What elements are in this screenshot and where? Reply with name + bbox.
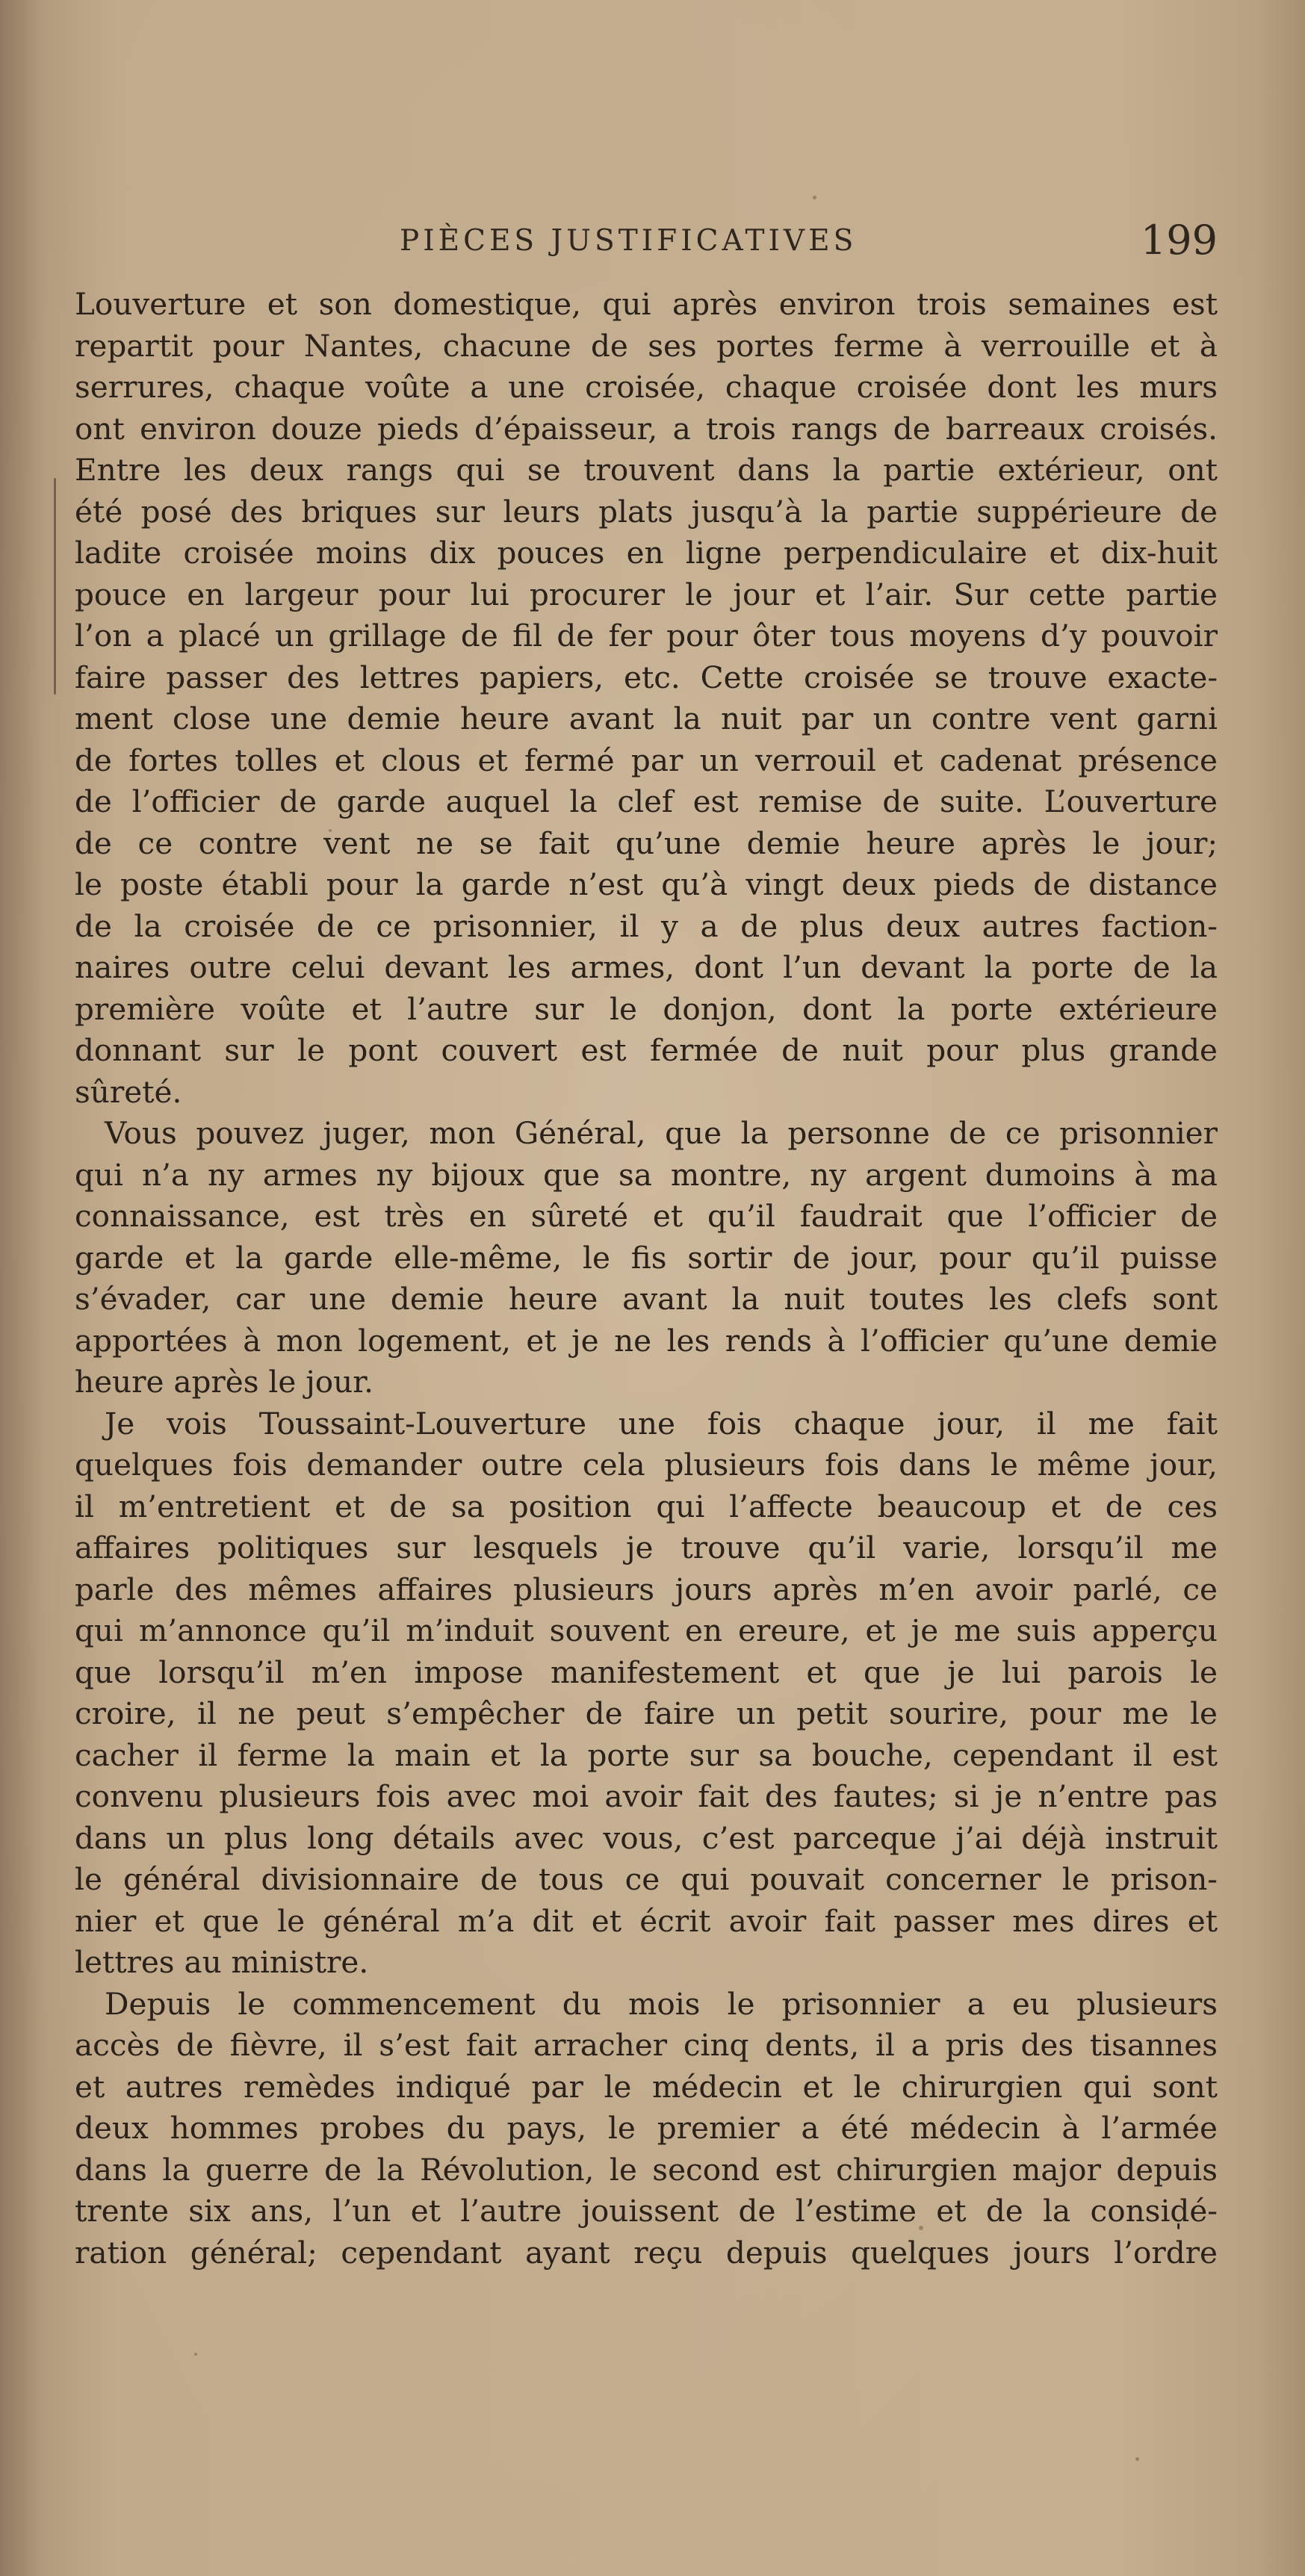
paper-speck xyxy=(1135,2457,1139,2461)
text-line: le général divisionnaire de tous ce qui pouvait concerner le prison- xyxy=(75,1861,1218,1897)
text-line: Depuis le commencement du mois le prisonnier a eu plusieurs xyxy=(105,1985,1218,2022)
margin-pencil-mark xyxy=(54,478,56,695)
text-line: qui n’a ny armes ny bijoux que sa montre, ny argent dumoins à ma xyxy=(75,1156,1218,1193)
text-line: ladite croisée moins dix pouces en ligne perpendiculaire et dix-huit xyxy=(75,535,1218,571)
text-line: cacher il ferme la main et la porte sur sa bouche, cependant il est xyxy=(75,1737,1218,1773)
text-line: Vous pouvez juger, mon Général, que la personne de ce prisonnier xyxy=(105,1115,1218,1151)
paper-speck xyxy=(194,2353,197,2356)
text-line: deux hommes probes du pays, le premier a été médecin à l’armée xyxy=(75,2110,1218,2146)
page-header xyxy=(75,217,1218,269)
text-line: quelques fois demander outre cela plusieurs fois dans le même jour, xyxy=(75,1447,1218,1483)
text-line: heure après le jour. xyxy=(75,1364,373,1400)
text-line: connaissance, est très en sûreté et qu’il faudrait que l’officier de xyxy=(75,1198,1218,1234)
text-line: ont environ douze pieds d’épaisseur, a trois rangs de barreaux croisés. xyxy=(75,410,1218,447)
text-line: convenu plusieurs fois avec moi avoir fait des fautes; si je n’entre pas xyxy=(75,1778,1218,1814)
text-line: nier et que le général m’a dit et écrit avoir fait passer mes dires et xyxy=(75,1902,1218,1939)
text-line: faire passer des lettres papiers, etc. Cette croisée se trouve exacte- xyxy=(75,659,1218,695)
text-line: de l’officier de garde auquel la clef est remise de suite. L’ouverture xyxy=(75,783,1218,819)
text-line: parle des mêmes affaires plusieurs jours après m’en avoir parlé, ce xyxy=(75,1571,1218,1607)
text-line: il m’entretient et de sa position qui l’affecte beaucoup et de ces xyxy=(75,1488,1218,1524)
page-number: 199 xyxy=(1140,217,1218,264)
text-line: l’on a placé un grillage de fil de fer pour ôter tous moyens d’y pouvoir xyxy=(75,618,1218,654)
text-line: trente six ans, l’un et l’autre jouissent de l’estime et de la consid̩é- xyxy=(75,2193,1218,2229)
text-line: Entre les deux rangs qui se trouvent dans la partie extérieur, ont xyxy=(75,452,1218,488)
text-line: lettres au ministre. xyxy=(75,1944,369,1980)
text-line: pouce en largeur pour lui procurer le jour et l’air. Sur cette partie xyxy=(75,576,1218,612)
text-line: apportées à mon logement, et je ne les rends à l’officier qu’une demie xyxy=(75,1322,1218,1359)
text-line: ration général; cependant ayant reçu depuis quelques jours l’ordre xyxy=(75,2234,1218,2271)
text-line: repartit pour Nantes, chacune de ses portes ferme à verrouille et à xyxy=(75,327,1218,364)
text-line: affaires politiques sur lesquels je trouve qu’il varie, lorsqu’il me xyxy=(75,1530,1218,1565)
text-line: s’évader, car une demie heure avant la nuit toutes les clefs sont xyxy=(75,1281,1218,1317)
text-line: Louverture et son domestique, qui après environ trois semaines est xyxy=(75,286,1218,322)
text-line: de la croisée de ce prisonnier, il y a de plus deux autres faction- xyxy=(75,907,1218,944)
text-line: sûreté. xyxy=(75,1073,182,1110)
text-line: de ce contre vent ne se fait qu’une demie heure après le jour; xyxy=(75,825,1218,861)
text-line: Je vois Toussaint-Louverture une fois chaque jour, il me fait xyxy=(105,1405,1218,1441)
text-line: que lorsqu’il m’en impose manifestement et que je lui parois le xyxy=(75,1654,1218,1690)
running-title: PIÈCES JUSTIFICATIVES xyxy=(400,224,858,258)
text-line: qui m’annonce qu’il m’induit souvent en ereure, et je me suis apperçu xyxy=(75,1613,1218,1648)
text-line: serrures, chaque voûte a une croisée, chaque croisée dont les murs xyxy=(75,369,1218,405)
text-line: garde et la garde elle-même, le fis sortir de jour, pour qu’il puisse xyxy=(75,1239,1218,1276)
text-line: accès de fièvre, il s’est fait arracher cinq dents, il a pris des tisannes xyxy=(75,2027,1218,2063)
text-line: et autres remèdes indiqué par le médecin et le chirurgien qui sont xyxy=(75,2068,1218,2105)
text-line: croire, il ne peut s’empêcher de faire un petit sourire, pour me le xyxy=(75,1695,1218,1731)
text-line: donnant sur le pont couvert est fermée de nuit pour plus grande xyxy=(75,1032,1218,1068)
paper-speck xyxy=(813,196,816,199)
body-text xyxy=(75,284,1218,2274)
text-line: dans la guerre de la Révolution, le second est chirurgien major depuis xyxy=(75,2151,1218,2188)
text-line: naires outre celui devant les armes, dont l’un devant la porte de la xyxy=(75,949,1218,985)
text-line: le poste établi pour la garde n’est qu’à vingt deux pieds de distance xyxy=(75,866,1218,902)
text-line: été posé des briques sur leurs plats jusqu’à la partie suppérieure de xyxy=(75,493,1218,530)
text-line: ment close une demie heure avant la nuit par un contre vent garni xyxy=(75,701,1218,736)
text-line: dans un plus long détails avec vous, c’est parceque j’ai déjà instruit xyxy=(75,1819,1218,1856)
text-line: de fortes tolles et clous et fermé par un verrouil et cadenat présence xyxy=(75,742,1218,778)
text-line: première voûte et l’autre sur le donjon, dont la porte extérieure xyxy=(75,990,1218,1027)
